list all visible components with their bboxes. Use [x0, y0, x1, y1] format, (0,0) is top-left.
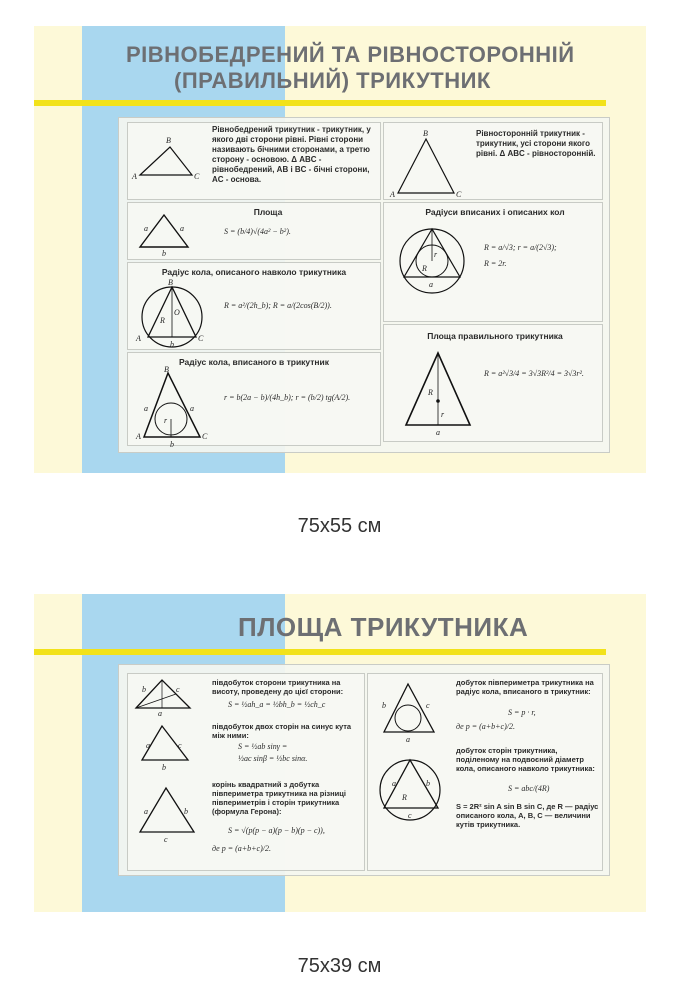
- inradius-figure: [136, 367, 220, 447]
- area-method-2-text: півдобуток двох сторін на синус кута між ними:: [212, 722, 352, 740]
- area-method-5-text: добуток сторін трикутника, поділеному на подвоєний діаметр кола, описаного навколо трикутника:: [456, 746, 595, 773]
- poster1-title-line1: РІВНОБЕДРЕНИЙ ТА РІВНОСТОРОННІЙ: [126, 42, 575, 67]
- cell-isosceles-definition: [127, 122, 381, 200]
- regular-triangle-figure: [392, 345, 482, 435]
- area-triangle-figure: [134, 207, 204, 257]
- cell-regular-area: [383, 324, 603, 442]
- heron-formula: S = √(p(p − a)(p − b)(p − c)),: [228, 826, 325, 835]
- svg-text:a: a: [180, 224, 184, 233]
- cell-circumradius: [127, 262, 381, 350]
- cell-left-column: [127, 673, 365, 871]
- svg-text:b: b: [426, 779, 430, 788]
- svg-text:R: R: [422, 264, 427, 273]
- equilateral-triangle-figure: [388, 127, 468, 197]
- regular-area-title: Площа правильного трикутника: [427, 331, 563, 341]
- svg-text:a: a: [436, 428, 440, 437]
- cell-area: [127, 202, 381, 260]
- svg-text:C: C: [456, 190, 462, 199]
- poster1-title-line2: (ПРАВИЛЬНИЙ) ТРИКУТНИК: [174, 68, 491, 93]
- radii-figure: [396, 221, 476, 301]
- svg-text:b: b: [170, 340, 174, 349]
- area-method-2-formula-b: ½ac sinβ = ½bc sinα.: [238, 754, 308, 763]
- svg-text:B: B: [168, 278, 173, 287]
- poster-triangle-area: [34, 594, 646, 912]
- svg-text:B: B: [423, 129, 428, 138]
- svg-text:c: c: [176, 685, 180, 694]
- poster-isosceles-equilateral: [34, 26, 646, 473]
- svg-text:C: C: [202, 432, 208, 441]
- isosceles-triangle-figure: [130, 129, 200, 189]
- svg-text:A: A: [390, 190, 395, 199]
- svg-text:R: R: [160, 316, 165, 325]
- area-formula: S = (b/4)√(4a² − b²).: [224, 227, 291, 236]
- poster2-content-panel: [118, 664, 610, 876]
- svg-text:R: R: [428, 388, 433, 397]
- circumradius-area-formula: S = abc/(4R): [508, 784, 550, 793]
- inradius-semiperimeter: де p = (a+b+c)/2.: [456, 722, 515, 731]
- inradius-formula: r = b(2a − b)/(4h_b); r = (b/2) tg(A/2).: [224, 393, 351, 402]
- svg-text:a: a: [146, 741, 150, 750]
- svg-text:b: b: [142, 685, 146, 694]
- svg-text:O: O: [174, 308, 180, 317]
- poster2-title: ПЛОЩА ТРИКУТНИКА: [238, 612, 529, 642]
- svg-text:B: B: [166, 136, 171, 145]
- inradius-title: Радіус кола, вписаного в трикутник: [178, 357, 330, 367]
- cell-radii: [383, 202, 603, 322]
- svg-text:a: a: [144, 224, 148, 233]
- svg-text:a: a: [158, 709, 162, 718]
- cell-equilateral-definition: [383, 122, 603, 200]
- circumradius-title: Радіус кола, описаного навколо трикутника: [161, 267, 347, 277]
- svg-text:c: c: [408, 811, 412, 820]
- regular-area-formula: R = a²√3/4 = 3√3R²/4 = 3√3r².: [484, 369, 584, 378]
- area-method-2-formula-a: S = ½ab sinγ =: [238, 742, 288, 751]
- svg-text:b: b: [162, 249, 166, 258]
- radii-formula-1: R = a/√3; r = a/(2√3);: [484, 243, 557, 252]
- svg-text:b: b: [162, 763, 166, 772]
- svg-text:c: c: [164, 835, 168, 844]
- yellow-divider: [34, 649, 606, 655]
- radii-formula-2: R = 2r.: [484, 259, 507, 268]
- area-method-6-text: S = 2R² sin A sin B sin C, де R — радіус описаного кола, A, B, C — величини кутів трикутника.: [456, 802, 599, 829]
- yellow-divider: [34, 100, 606, 106]
- svg-text:c: c: [426, 701, 430, 710]
- svg-text:a: a: [429, 280, 433, 289]
- svg-text:A: A: [136, 334, 141, 343]
- svg-text:b: b: [382, 701, 386, 710]
- svg-text:a: a: [392, 779, 396, 788]
- incircle-circumcircle-figure: [374, 678, 454, 838]
- radii-title: Радіуси вписаних і описаних кол: [425, 207, 565, 217]
- circumradius-figure: [134, 279, 218, 349]
- inradius-area-formula: S = p · r,: [508, 708, 536, 717]
- cell-inradius: [127, 352, 381, 449]
- area-method-4-text: добуток півпериметра трикутника на радіус кола, вписаного в трикутник:: [456, 678, 594, 696]
- svg-text:a: a: [406, 735, 410, 744]
- svg-text:R: R: [402, 793, 407, 802]
- svg-text:b: b: [170, 440, 174, 449]
- svg-text:B: B: [164, 365, 169, 374]
- area-method-3-text: корінь квадратний з добутка півпериметра трикутника на різниці півпериметрів і сторін трикутника (формула Герона):: [212, 780, 346, 816]
- svg-text:r: r: [434, 250, 438, 259]
- svg-text:r: r: [441, 410, 445, 419]
- svg-text:a: a: [190, 404, 194, 413]
- isosceles-definition-text: Рівнобедрений трикутник - трикутник, у якого дві сторони рівні. Рівні сторони називають бічними сторонами, а третю сторону - основою. Δ ABC - рівнобедрений, AB і BC - бічні сторони, AC - основа.: [212, 125, 371, 184]
- poster1-size-label: 75x55 см: [297, 515, 382, 537]
- equilateral-definition-text: Рівносторонній трикутник - трикутник, усі сторони якого рівні. Δ ABC - рівносторонній.: [476, 129, 596, 158]
- svg-text:r: r: [164, 416, 168, 425]
- svg-text:c: c: [178, 741, 182, 750]
- svg-text:A: A: [132, 172, 137, 181]
- svg-text:C: C: [198, 334, 204, 343]
- svg-text:a: a: [144, 404, 148, 413]
- altitude-triangles-figure: [132, 676, 206, 868]
- area-title: Площа: [253, 207, 283, 217]
- heron-semiperimeter: де p = (a+b+c)/2.: [212, 844, 271, 853]
- area-method-1-text: півдобуток сторони трикутника на висоту, проведену до цієї сторони:: [212, 678, 344, 696]
- cell-right-column: [367, 673, 603, 871]
- circumradius-formula: R = a²/(2h_b); R = a/(2cos(B/2)).: [224, 301, 332, 310]
- svg-text:a: a: [144, 807, 148, 816]
- svg-text:C: C: [194, 172, 200, 181]
- poster2-size-label: 75x39 см: [297, 955, 382, 977]
- poster1-content-panel: [118, 117, 610, 453]
- svg-text:A: A: [136, 432, 141, 441]
- svg-text:b: b: [184, 807, 188, 816]
- area-method-1-formula: S = ½ah_a = ½bh_b = ½ch_c: [228, 700, 326, 709]
